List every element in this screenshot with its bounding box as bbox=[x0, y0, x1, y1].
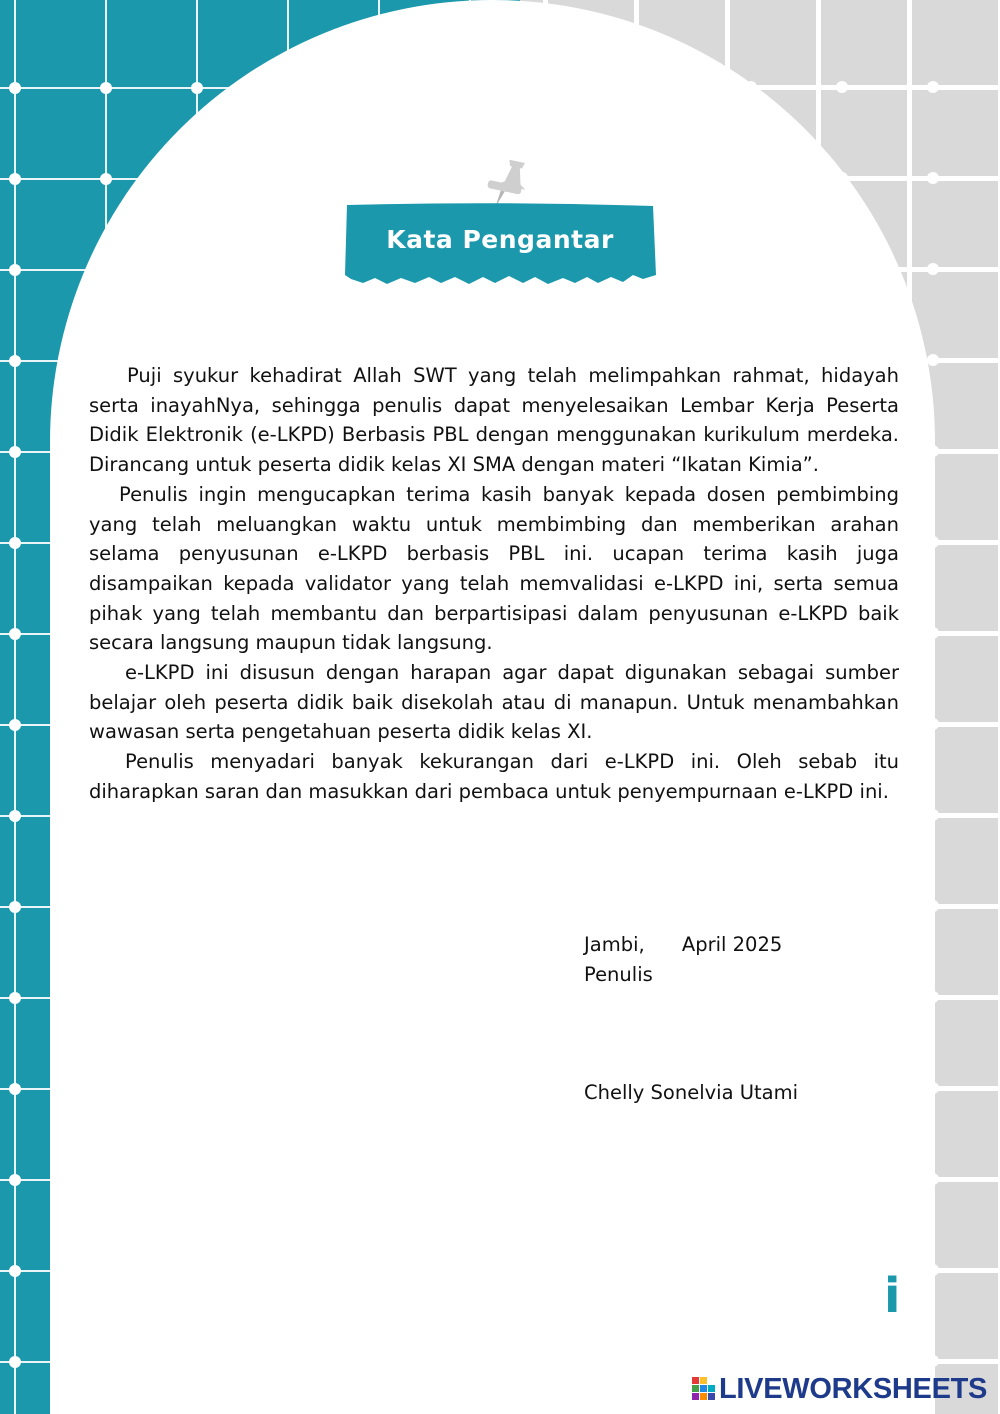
grid-dot bbox=[927, 263, 939, 275]
grid-dot bbox=[9, 173, 21, 185]
grid-dot bbox=[9, 1356, 21, 1368]
signature-name: Chelly Sonelvia Utami bbox=[584, 1081, 799, 1104]
grid-dot bbox=[927, 81, 939, 93]
grid-dot bbox=[836, 81, 848, 93]
paragraph-1: Puji syukur kehadirat Allah SWT yang telah melimpahkan rahmat, hidayah serta inayahNya, sehingga penulis dapat menyelesaikan Lembar Kerja Peserta Didik Elektronik (e-LKPD) Berbasis PBL dengan menggunakan kurikulum merdeka. Dirancang untuk peserta didik kelas XI SMA dengan materi “Ikatan Kimia”. bbox=[89, 364, 899, 477]
title-banner bbox=[343, 203, 657, 287]
grid-dot bbox=[9, 810, 21, 822]
grid-dot bbox=[9, 355, 21, 367]
grid-dot bbox=[9, 537, 21, 549]
liveworksheets-watermark bbox=[691, 1374, 987, 1404]
grid-dot bbox=[9, 1265, 21, 1277]
paragraph-4: Penulis menyadari banyak kekurangan dari e-LKPD ini. Oleh sebab itu diharapkan saran dan masukkan dari pembaca untuk penyempurnaan e-LKPD ini. bbox=[89, 750, 899, 803]
grid-dot bbox=[9, 1174, 21, 1186]
signature-place-date: Jambi, April 2025 bbox=[584, 933, 783, 956]
grid-dot bbox=[9, 992, 21, 1004]
grid-dot bbox=[191, 82, 203, 94]
grid-dot bbox=[9, 446, 21, 458]
grid-dot bbox=[9, 901, 21, 913]
page-number: i bbox=[884, 1268, 901, 1324]
paragraph-3: e-LKPD ini disusun dengan harapan agar dapat digunakan sebagai sumber belajar oleh peserta didik baik disekolah atau di manapun. Untuk menambahkan wawasan serta pengetahuan peserta didik kelas XI. bbox=[89, 661, 899, 744]
grid-dot bbox=[100, 173, 112, 185]
grid-dot bbox=[100, 82, 112, 94]
paragraph-2: Penulis ingin mengucapkan terima kasih banyak kepada dosen pembimbing yang telah meluangkan waktu untuk membimbing dan memberikan arahan selama penyusunan e-LKPD berbasis PBL ini. ucapan terima kasih juga disampaikan kepada validator yang telah memvalidasi e-LKPD ini, serta semua pihak yang telah membantu dan berpartisipasi dalam penyusunan e-LKPD baik secara langsung maupun tidak langsung. bbox=[89, 482, 899, 655]
grid-dot bbox=[9, 82, 21, 94]
grid-dot bbox=[9, 628, 21, 640]
grid-dot bbox=[9, 264, 21, 276]
grid-dot bbox=[927, 354, 939, 366]
grid-dot bbox=[927, 172, 939, 184]
signature-role: Penulis bbox=[584, 963, 653, 986]
liveworksheets-text: LIVEWORKSHEETS bbox=[719, 1372, 988, 1405]
grid-dot bbox=[9, 719, 21, 731]
page-title: Kata Pengantar bbox=[386, 225, 614, 254]
foreword-body bbox=[89, 361, 899, 807]
liveworksheets-logo-icon bbox=[691, 1376, 717, 1402]
grid-dot bbox=[9, 1083, 21, 1095]
